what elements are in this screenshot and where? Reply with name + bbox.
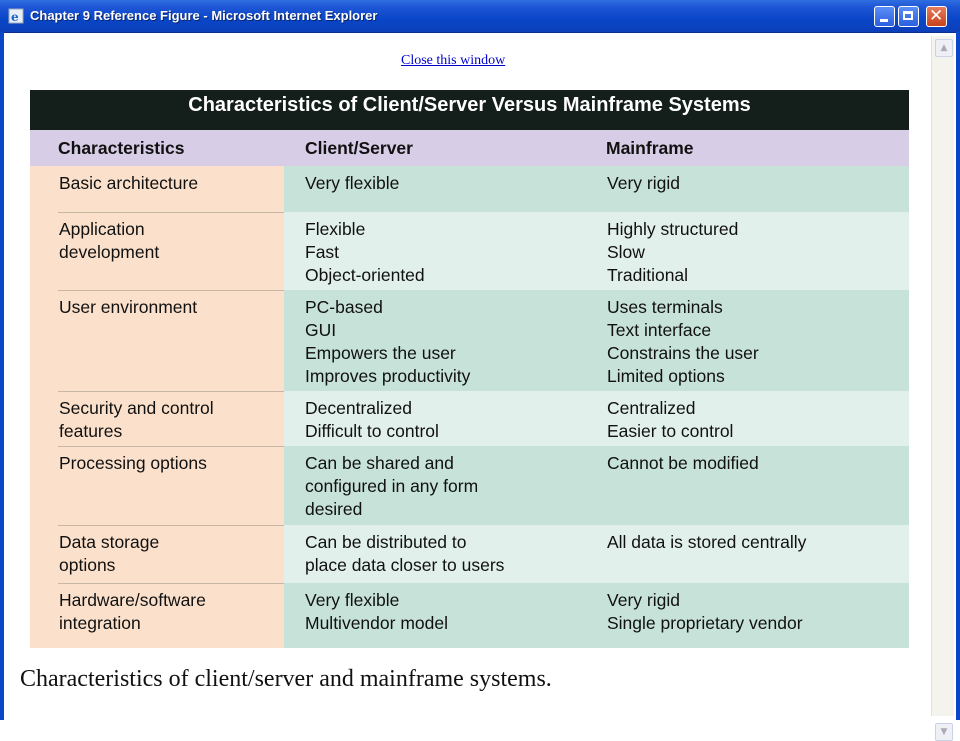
cell-client-server: PC-based GUI Empowers the user Improves productivity (305, 297, 471, 386)
header-mainframe: Mainframe (606, 138, 694, 158)
cell-client-server: Very flexible Multivendor model (305, 590, 448, 633)
close-button[interactable] (926, 6, 947, 27)
vertical-scrollbar[interactable] (931, 36, 954, 737)
cell-client-server: Can be shared and configured in any form desired (305, 453, 479, 519)
minimize-button[interactable] (874, 6, 895, 27)
cell-characteristic: User environment (59, 297, 198, 317)
table-row (30, 525, 909, 583)
table-row (30, 446, 909, 525)
maximize-icon (903, 11, 913, 20)
comparison-figure (30, 90, 909, 648)
cell-characteristic: Application development (59, 219, 160, 262)
cell-client-server: Can be distributed to place data closer to users (305, 532, 505, 575)
figure-title: Characteristics of Client/Server Versus Mainframe Systems (30, 90, 909, 130)
table-row (30, 391, 909, 446)
cell-mainframe: All data is stored centrally (607, 532, 807, 552)
svg-text:e: e (11, 10, 19, 24)
table-row (30, 583, 909, 648)
cell-mainframe: Uses terminals Text interface Constrains the user Limited options (607, 297, 759, 386)
window-frame-right (956, 32, 960, 720)
internet-explorer-icon (8, 8, 24, 24)
cell-characteristic: Security and control features (59, 398, 214, 441)
cell-characteristic: Data storage options (59, 532, 160, 575)
cell-client-server: Flexible Fast Object-oriented (305, 219, 425, 285)
close-window-link[interactable]: Close this window (401, 53, 506, 68)
figure-caption: Characteristics of client/server and mainframe systems. (20, 666, 552, 692)
cell-mainframe: Very rigid (607, 173, 680, 193)
scroll-up-icon[interactable]: ▲ (935, 39, 953, 57)
cell-mainframe: Very rigid Single proprietary vendor (607, 590, 803, 633)
cell-mainframe: Centralized Easier to control (607, 398, 734, 441)
cell-characteristic: Hardware/software integration (59, 590, 206, 633)
window-title: Chapter 9 Reference Figure - Microsoft Internet Explorer (30, 8, 378, 23)
maximize-button[interactable] (898, 6, 919, 27)
cell-mainframe: Cannot be modified (607, 453, 759, 473)
table-row (30, 290, 909, 391)
scroll-down-icon[interactable]: ▼ (935, 723, 953, 741)
minimize-icon (880, 19, 888, 22)
cell-client-server: Very flexible (305, 173, 400, 193)
table-row (30, 166, 909, 212)
cell-mainframe: Highly structured Slow Traditional (607, 219, 739, 285)
cell-client-server: Decentralized Difficult to control (305, 398, 439, 441)
table-header (30, 130, 909, 166)
header-client-server: Client/Server (305, 138, 413, 158)
table-row (30, 212, 909, 290)
close-icon: ✕ (929, 6, 944, 26)
title-bar (0, 0, 960, 33)
window-frame-left (0, 32, 4, 720)
cell-characteristic: Processing options (59, 453, 207, 473)
header-characteristics: Characteristics (58, 138, 185, 158)
cell-characteristic: Basic architecture (59, 173, 199, 193)
